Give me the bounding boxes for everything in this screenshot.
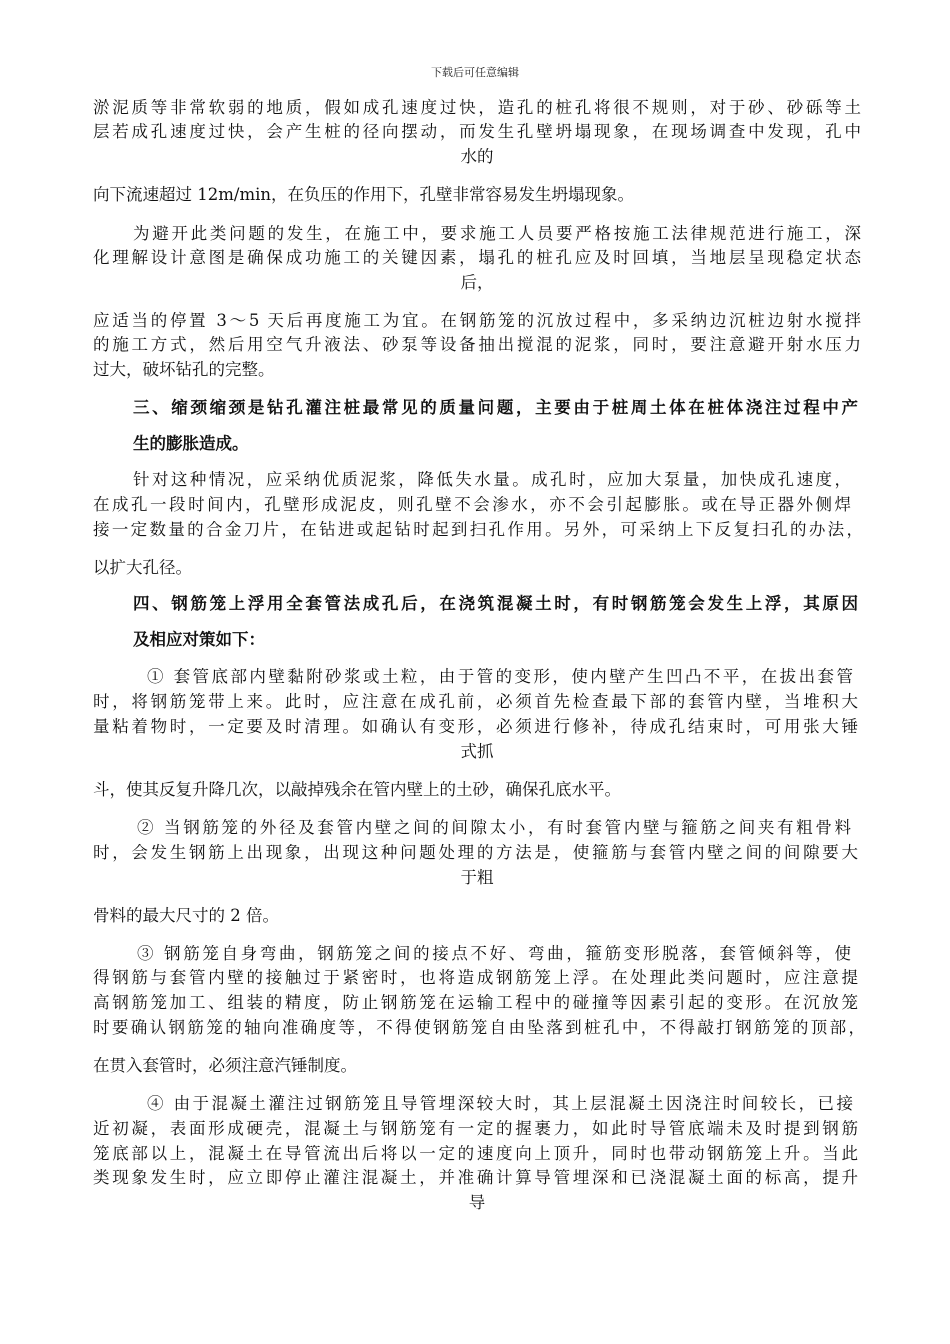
list-item-line: 时要确认钢筋笼的轴向准确度等，不得使钢筋笼自由坠落到桩孔中，不得敲打钢筋笼的顶部， xyxy=(93,1018,865,1037)
list-item-line: 笼底部以上，混凝土在导管流出后将以一定的速度向上顶升，同时也带动钢筋笼上升。当此 xyxy=(93,1144,858,1163)
list-item-line: 在贯入套管时，必须注意汽锤制度。 xyxy=(93,1056,357,1075)
body-text-line: 的施工方式，然后用空气升液法、砂泵等设备抽出搅混的泥浆，同时，要注意避开射水压力 xyxy=(93,335,861,354)
list-item-line: 骨料的最大尺寸的 2 倍。 xyxy=(93,906,279,925)
section-heading: 三、缩颈缩颈是钻孔灌注桩最常见的质量问题，主要由于桩周土体在桩体浇注过程中产 xyxy=(133,398,858,417)
body-text-line: 应适当的停置 3～5 天后再度施工为宜。在钢筋笼的沉放过程中，多采纳边沉桩边射水搅拌 xyxy=(93,311,861,330)
list-item-line: ① 套管底部内壁黏附砂浆或土粒，由于管的变形，使内壁产生凹凸不平，在拔出套管 xyxy=(147,667,853,686)
list-item-line: ③ 钢筋笼自身弯曲，钢筋笼之间的接点不好、弯曲，箍筋变形脱落，套管倾斜等，使 xyxy=(137,944,851,963)
list-item-line: 导 xyxy=(468,1193,486,1212)
list-item-line: 类现象发生时，应立即停止灌注混凝土，并准确计算导管埋深和已浇混凝土面的标高，提升 xyxy=(93,1168,858,1187)
page-header: 下载后可任意编辑 xyxy=(431,66,519,79)
body-text-line: 接一定数量的合金刀片，在钻进或起钻时起到扫孔作用。另外，可采纳上下反复扫孔的办法， xyxy=(93,520,863,539)
body-text-line: 化理解设计意图是确保成功施工的关键因素，塌孔的桩孔应及时回填，当地层呈现稳定状态 xyxy=(93,248,861,267)
body-text-line: 淤泥质等非常软弱的地质，假如成孔速度过快，造孔的桩孔将很不规则，对于砂、砂砾等土 xyxy=(93,98,861,117)
body-text-line: 针对这种情况，应采纳优质泥浆，降低失水量。成孔时，应加大泵量，加快成孔速度， xyxy=(133,470,851,489)
section-heading: 生的膨胀造成。 xyxy=(133,434,249,453)
list-item-line: 式抓 xyxy=(460,742,494,761)
body-text-line: 为避开此类问题的发生，在施工中，要求施工人员要严格按施工法律规范进行施工，深 xyxy=(133,224,861,243)
body-text-line: 在成孔一段时间内，孔壁形成泥皮，则孔壁不会渗水，亦不会引起膨胀。或在导正器外侧焊 xyxy=(93,495,851,514)
list-item-line: 斗，使其反复升降几次，以敲掉残余在管内壁上的土砂，确保孔底水平。 xyxy=(93,780,621,799)
list-item-line: ② 当钢筋笼的外径及套管内壁之间的间隙太小，有时套管内壁与箍筋之间夹有粗骨料 xyxy=(137,818,851,837)
list-item-line: ④ 由于混凝土灌注过钢筋笼且导管埋深较大时，其上层混凝土因浇注时间较长，已接 xyxy=(147,1094,853,1113)
list-item-line: 于粗 xyxy=(460,868,494,887)
list-item-line: 得钢筋与套管内壁的接触过于紧密时，也将造成钢筋笼上浮。在处理此类问题时，应注意提 xyxy=(93,968,858,987)
body-text-line: 后， xyxy=(460,273,494,292)
section-heading: 四、钢筋笼上浮用全套管法成孔后，在浇筑混凝土时，有时钢筋笼会发生上浮，其原因 xyxy=(133,594,858,613)
body-text-line: 以扩大孔径。 xyxy=(93,558,192,577)
list-item-line: 时，会发生钢筋上出现象，出现这种问题处理的方法是，使箍筋与套管内壁之间的间隙要大 xyxy=(93,843,858,862)
body-text-line: 水的 xyxy=(460,147,494,166)
list-item-line: 近初凝，表面形成硬壳，混凝土与钢筋笼有一定的握裹力，如此时导管底端未及时提到钢筋 xyxy=(93,1119,858,1138)
body-text-line: 向下流速超过 12m/min，在负压的作用下，孔壁非常容易发生坍塌现象。 xyxy=(93,185,634,204)
body-text-line: 层若成孔速度过快，会产生桩的径向摆动，而发生孔壁坍塌现象，在现场调查中发现，孔中 xyxy=(93,122,861,141)
body-text-line: 过大，破坏钻孔的完整。 xyxy=(93,360,275,379)
list-item-line: 量粘着物时，一定要及时清理。如确认有变形，必须进行修补，待成孔结束时，可用张大锤 xyxy=(93,717,858,736)
list-item-line: 时，将钢筋笼带上来。此时，应注意在成孔前，必须首先检查最下部的套管内壁，当堆积大 xyxy=(93,692,858,711)
section-heading: 及相应对策如下： xyxy=(133,630,265,649)
list-item-line: 高钢筋笼加工、组装的精度，防止钢筋笼在运输工程中的碰撞等因素引起的变形。在沉放笼 xyxy=(93,993,858,1012)
